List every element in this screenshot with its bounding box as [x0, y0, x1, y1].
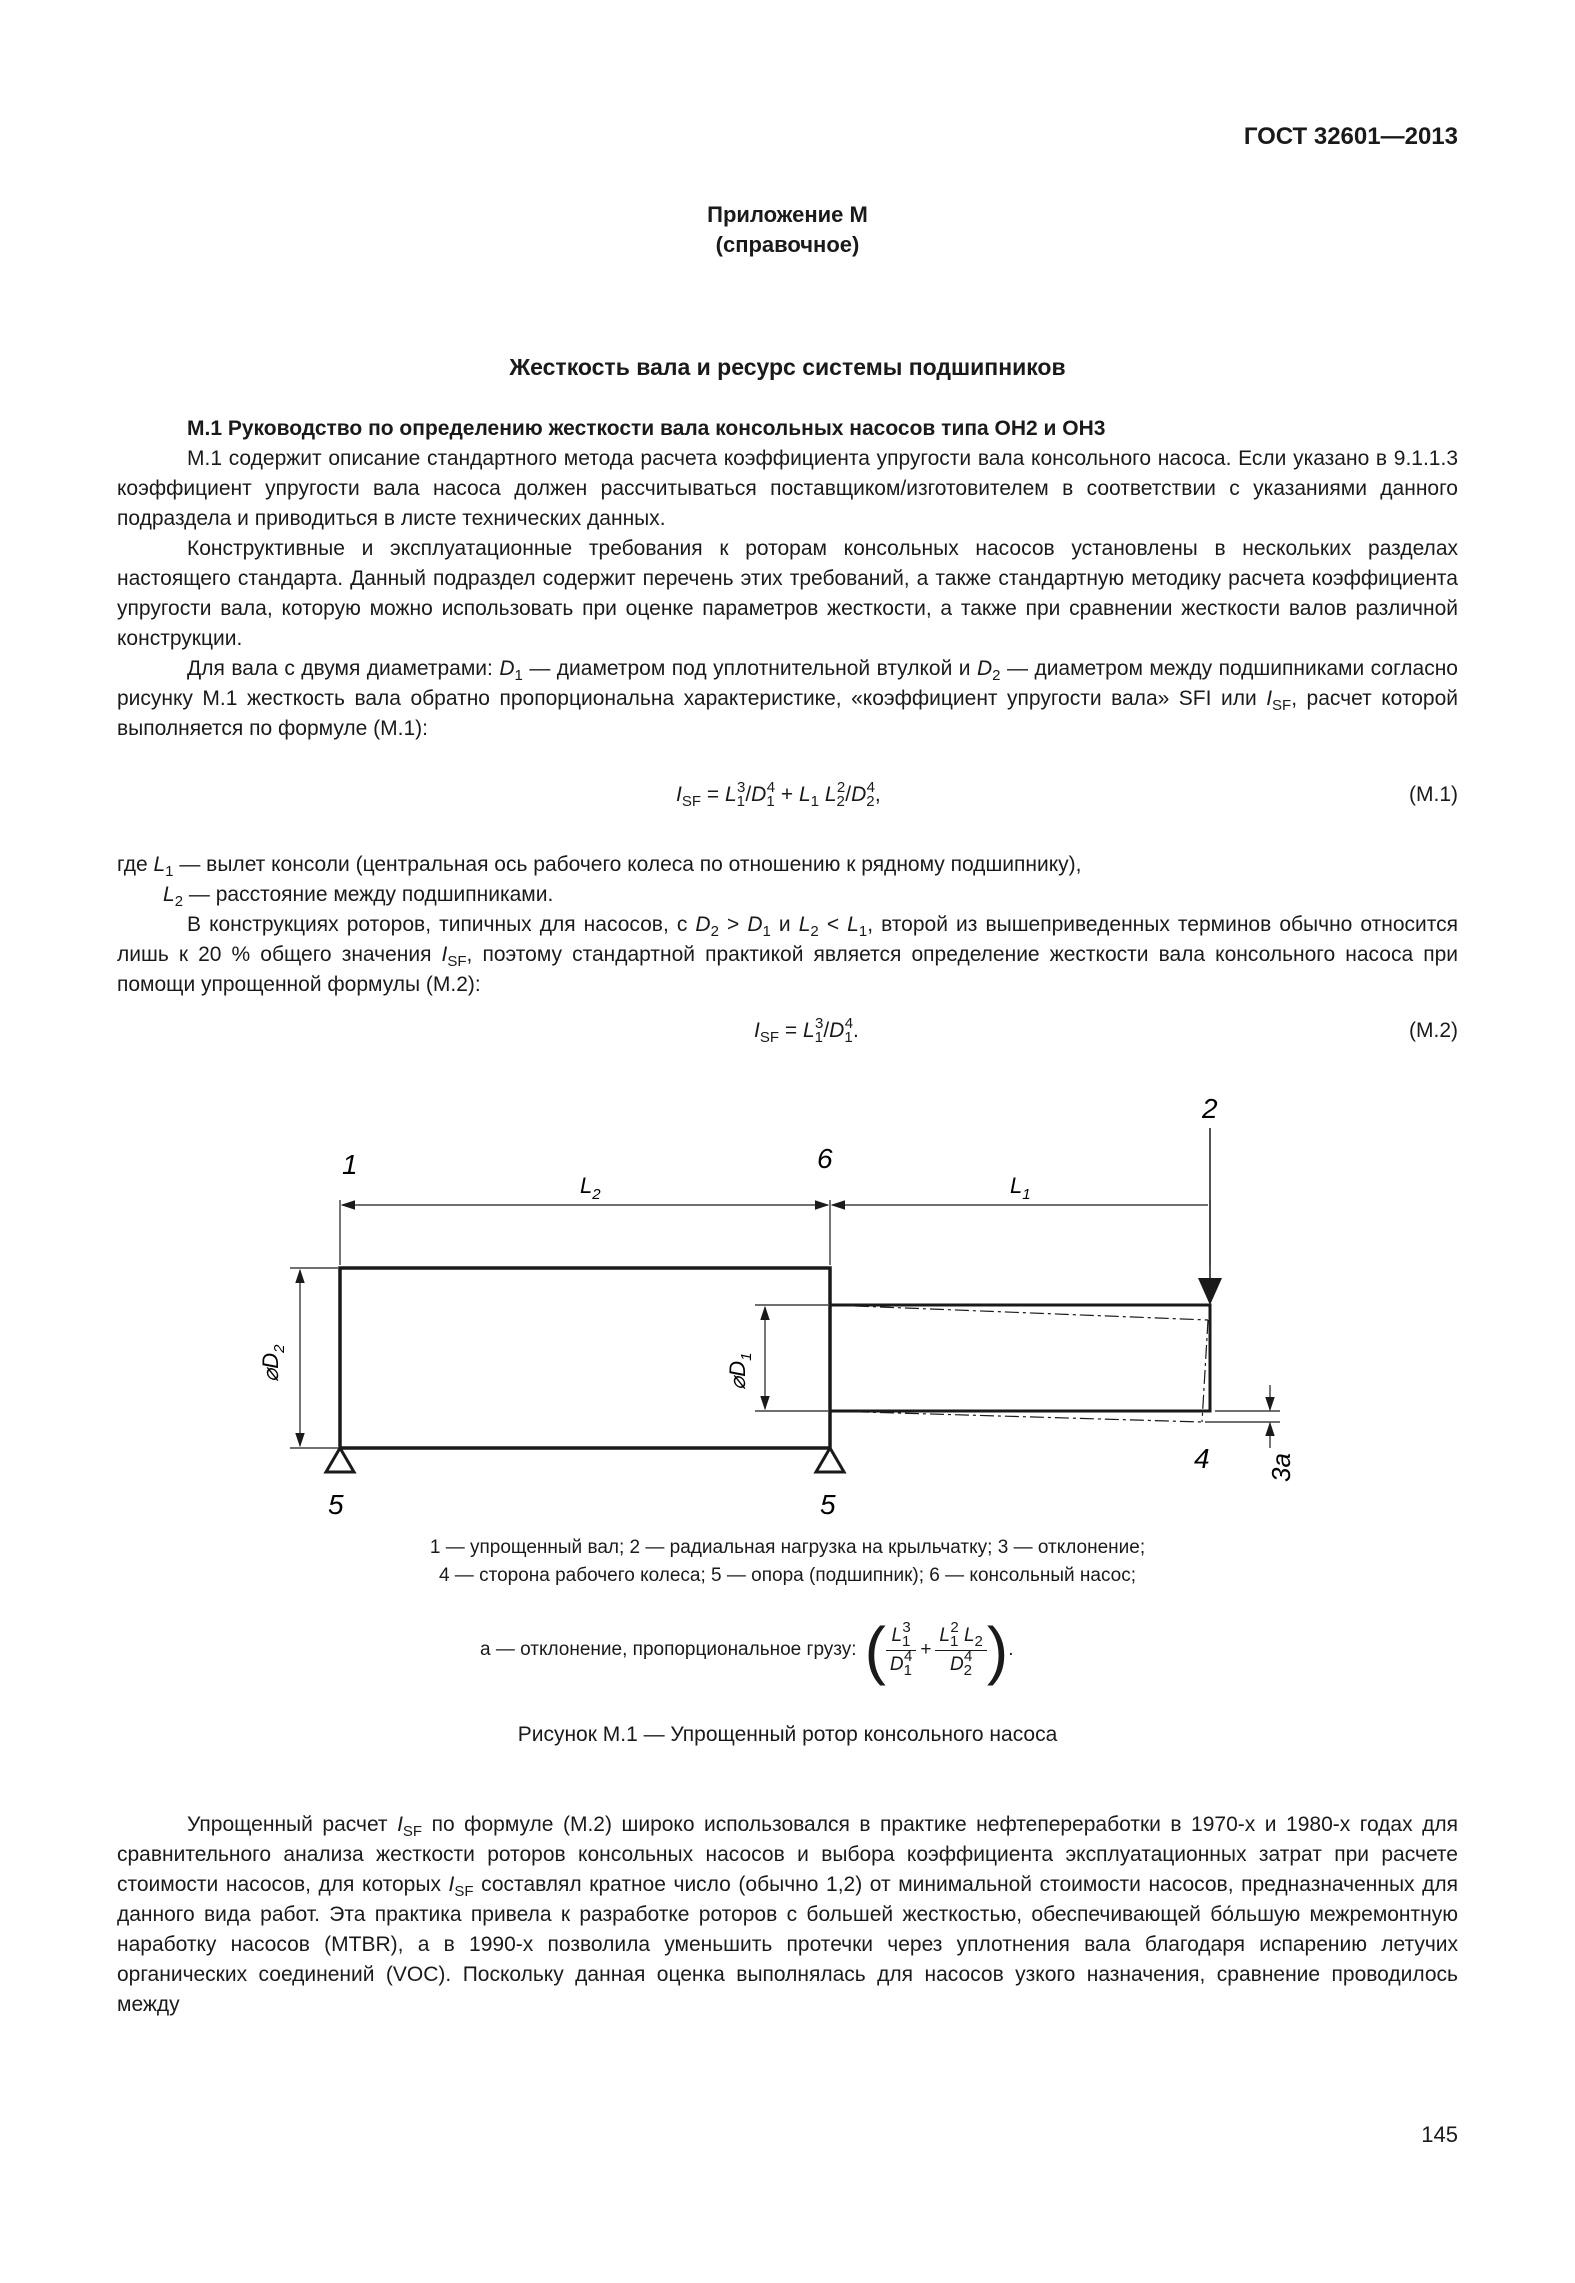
- gost-code: ГОСТ 32601—2013: [1243, 123, 1458, 150]
- paragraph-3: Для вала с двумя диаметрами: $D_1$ — диаметром под уплотнительной втулкой и $D_2$ — диаметром между подшипниками согласно рисунку М.1 жесткость вала обратно пропорциональна характеристике, «коэффициент упругости вала» SFI или $I_{SF}$, расчет которой выполняется по формуле (М.1):: [117, 657, 1458, 740]
- legend-line-2: 4 — сторона рабочего колеса; 5 — опора (подшипник); 6 — консольный насос;: [438, 1565, 1137, 1586]
- deflection-end: [1202, 1320, 1208, 1422]
- load-arrow-head: [1198, 1278, 1222, 1305]
- appendix-kind: (справочное): [715, 232, 860, 257]
- where-l1: где $L_1$ — вылет консоли (центральная ось рабочего колеса по отношению к рядному подшипнику),: [117, 853, 1082, 880]
- label-5-right: 5: [820, 1489, 836, 1520]
- rotor-figure: [230, 1090, 1330, 1520]
- formula-m2: $I_{SF} = L_1^3/D_1^4$.: [754, 1015, 859, 1046]
- figure-legend: [0, 1534, 1575, 1590]
- where-l2: $L_2$ — расстояние между подшипниками.: [163, 883, 554, 910]
- formula-m1-number: (М.1): [1409, 783, 1458, 806]
- appendix-heading: [0, 200, 1575, 260]
- label-1: 1: [342, 1149, 358, 1180]
- paragraph-4: В конструкциях роторов, типичных для насосов, с $D_2 > D_1$ и $L_2 < L_1$, второй из вышеприведенных терминов обычно относится лишь к 20 % общего значения $I_{SF}$, поэтому стандартной практикой является определение жесткости вала консольного насоса при помощи упрощенной формулы (М.2):: [117, 913, 1459, 996]
- label-3a: 3а: [1266, 1453, 1296, 1482]
- label-l1: $L_1$: [1010, 1173, 1031, 1203]
- label-2: 2: [1202, 1093, 1218, 1124]
- page-number: 145: [1421, 2122, 1458, 2147]
- shaft-small: [830, 1305, 1210, 1411]
- support-right: [816, 1448, 844, 1472]
- support-left: [326, 1448, 354, 1472]
- appendix-label: Приложение М: [707, 202, 868, 227]
- document-page: ГОСТ 32601—2013 Приложение М (справочное) Жесткость вала и ресурс системы подшипников М.1 Руководство по определению жесткости вала консольных насосов типа ОН2 и ОН3 М.1 содержит описание стандартного метода расчета коэффициента упругости вала консольного насоса. Если указано в 9.1.1.3 коэффициент упругости вала насоса должен рассчитываться поставщиком/изготовителем в соответствии с указаниями данного подраздела и приводиться в листе технических данных. Конструктивные и эксплуатационные требования к роторам консольных насосов установлены в нескольких разделах настоящего стандарта. Данный подраздел содержит перечень этих требований, а также стандартную методику расчета коэффициента упругости вала, которую можно использовать при оценке параметров жесткости, а также при сравнении жесткости валов различной конструкции. Для вала с двумя диаметрами: $D_1$ — диаметром под уплотнительной втулкой и $D_2$ — диаметром между подшипниками согласно рисунку М.1 жесткость вала обратно пропорциональна характеристике, «коэффициент упругости вала» SFI или $I_{SF}$, расчет которой выполняется по формуле (М.1): $I_{SF} = L_1^3/D_1^4 + L_1$ $L_2^2/D_2^4$, (М.1) где $L_1$ — вылет консоли (центральная ось рабочего колеса по отношению к рядному подшипнику), $L_2$ — расстояние между подшипниками. В конструкциях роторов, типичных для насосов, с $D_2 > D_1$ и $L_2 < L_1$, второй из вышеприведенных терминов обычно относится лишь к 20 % общего значения $I_{SF}$, поэтому стандартной практикой является определение жесткости вала консольного насоса при помощи упрощенной формулы (М.2): $I_{SF} = L_1^3/D_1^4$. (М.2) $L_2$ $L_1$ $⌀D_2$ $⌀D_1$ 1 6 2 4 5 5 3а 1 — упрощенный вал; 2 — радиальная нагрузка на крыльчатку; 3 — отклонение; 4 — сторона рабочего колеса; 5 — опора (подшипник); 6 — консольный насос; а — отклонение, пропорциональное грузу: ( $\frac{L_1^3}{D_1^4}$ + $\frac{L_1^2 L_2}{D_2^4}$ ) . Рисунок М.1 — Упрощенный ротор консольного насоса Упрощенный расчет $I_{SF}$ по формуле (М.2) широко использовался в практике нефтепереработки в 1970-х и 1980-х годах для сравнительного анализа жесткости роторов консольных насосов и выбора коэффициента эксплуатационных затрат при расчете стоимости насосов, для которых $I_{SF}$ составлял кратное число (обычно 1,2) от минимальной стоимости насосов, предназначенных для данного вида работ. Эта практика привела к разработке роторов с большей жесткостью, обеспечивающей бо́льшую межремонтную наработку насосов (MTBR), а в 1990-х позволила уменьшить протечки через уплотнения вала благодаря испарению летучих органических соединений (VOC). Поскольку данная оценка выполнялась для насосов узкого назначения, сравнение проводилось между 145: [0, 0, 1575, 2283]
- legend-line-1: 1 — упрощенный вал; 2 — радиальная нагрузка на крыльчатку; 3 — отклонение;: [429, 1537, 1146, 1558]
- shaft-large: [340, 1268, 830, 1448]
- label-d2: $⌀D_2$: [258, 1344, 288, 1382]
- legend-frac-1: $\frac{L_1^3}{D_1^4}$: [886, 1622, 916, 1679]
- deflection-top: [830, 1305, 1208, 1320]
- subsection-title: М.1 Руководство по определению жесткости вала консольных насосов типа ОН2 и ОН3: [187, 417, 1106, 440]
- label-5-left: 5: [328, 1489, 344, 1520]
- formula-m2-number: (М.2): [1409, 1019, 1458, 1042]
- text-block-2: [117, 850, 1458, 1000]
- paragraph-5: Упрощенный расчет $I_{SF}$ по формуле (М.2) широко использовался в практике нефтепереработки в 1970-х и 1980-х годах для сравнительного анализа жесткости роторов консольных насосов и выбора коэффициента эксплуатационных затрат при расчете стоимости насосов, для которых $I_{SF}$ составлял кратное число (обычно 1,2) от минимальной стоимости насосов, предназначенных для данного вида работ. Эта практика привела к разработке роторов с большей жесткостью, обеспечивающей бо́льшую межремонтную наработку насосов (MTBR), а в 1990-х позволила уменьшить протечки через уплотнения вала благодаря испарению летучих органических соединений (VOC). Поскольку данная оценка выполнялась для насосов узкого назначения, сравнение проводилось между: [117, 1813, 1459, 2016]
- label-6: 6: [817, 1143, 833, 1174]
- label-d1: $⌀D_1$: [725, 1352, 755, 1390]
- legend-a-text: а — отклонение, пропорциональное грузу:: [480, 1639, 857, 1660]
- legend-frac-2: $\frac{L_1^2 L_2}{D_2^4}$: [935, 1622, 986, 1679]
- section-title: Жесткость вала и ресурс системы подшипников: [509, 354, 1066, 380]
- text-block-1: [117, 414, 1458, 744]
- figure-caption: Рисунок М.1 — Упрощенный ротор консольного насоса: [517, 1723, 1058, 1746]
- label-l2: $L_2$: [580, 1173, 601, 1203]
- formula-m1: $I_{SF} = L_1^3/D_1^4 + L_1$ $L_2^2/D_2^4$,: [676, 779, 881, 810]
- label-4: 4: [1194, 1443, 1210, 1474]
- text-block-3: [117, 1810, 1458, 2020]
- paragraph-2: Конструктивные и эксплуатационные требования к роторам консольных насосов установлены в нескольких разделах настоящего стандарта. Данный подраздел содержит перечень этих требований, а также стандартную методику расчета коэффициента упругости вала, которую можно использовать при оценке параметров жесткости, а также при сравнении жесткости валов различной конструкции.: [117, 537, 1458, 650]
- paragraph-1: М.1 содержит описание стандартного метода расчета коэффициента упругости вала консольного насоса. Если указано в 9.1.1.3 коэффициент упругости вала насоса должен рассчитываться поставщиком/изготовителем в соответствии с указаниями данного подраздела и приводиться в листе технических данных.: [117, 447, 1458, 530]
- deflection-bottom: [830, 1411, 1202, 1422]
